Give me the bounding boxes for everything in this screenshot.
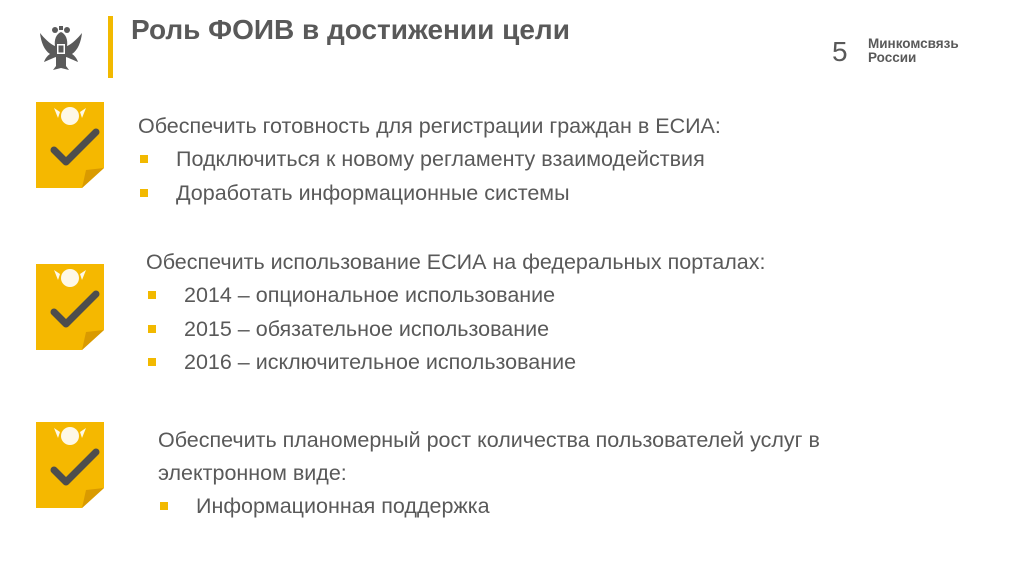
page-number: 5 <box>832 36 848 67</box>
title-accent-bar <box>108 16 113 78</box>
section-heading: Обеспечить готовность для регистрации граждан в ЕСИА: <box>138 114 721 138</box>
bullet-square-icon <box>148 291 156 299</box>
page-title: Роль ФОИВ в достижении цели <box>131 14 570 45</box>
bullet-square-icon <box>140 189 148 197</box>
list-item-text: 2016 – исключительное использование <box>184 350 577 374</box>
ministry-logo-text <box>868 37 959 65</box>
list-item-text: 2015 – обязательное использование <box>184 316 550 341</box>
section-heading: Обеспечить планомерный рост количества пользователей услуг в <box>158 428 820 452</box>
list-item <box>146 279 765 313</box>
list-item <box>138 143 721 177</box>
section-heading-continued: электронном виде: <box>158 461 347 485</box>
list-item-text: Информационная поддержка <box>196 494 490 518</box>
bullet-list <box>158 490 820 524</box>
ministry-line-2: России <box>868 50 917 65</box>
list-item <box>146 346 765 380</box>
section-heading: Обеспечить использование ЕСИА на федеральных порталах: <box>146 250 766 274</box>
bullet-square-icon <box>148 358 156 366</box>
bullet-square-icon <box>148 325 156 333</box>
list-item <box>158 490 820 524</box>
section-portals <box>146 246 765 380</box>
list-item <box>138 177 721 211</box>
list-item-text: Доработать информационные системы <box>176 180 570 205</box>
ministry-line-1: Минкомсвязь <box>868 36 959 51</box>
sticky-note-checkmark-icon <box>34 420 106 510</box>
list-item-text: 2014 – опциональное использование <box>184 283 556 307</box>
bullet-list <box>146 279 765 380</box>
sticky-note-checkmark-icon <box>34 262 106 352</box>
section-user-growth <box>158 424 820 524</box>
emblem-icon <box>38 24 84 72</box>
bullet-square-icon <box>140 155 148 163</box>
bullet-list <box>138 143 721 210</box>
section-registration <box>138 110 721 210</box>
list-item-text: Подключиться к новому регламенту взаимодействия <box>176 147 705 171</box>
bullet-square-icon <box>160 502 168 510</box>
sticky-note-checkmark-icon <box>34 100 106 190</box>
list-item <box>146 313 765 347</box>
